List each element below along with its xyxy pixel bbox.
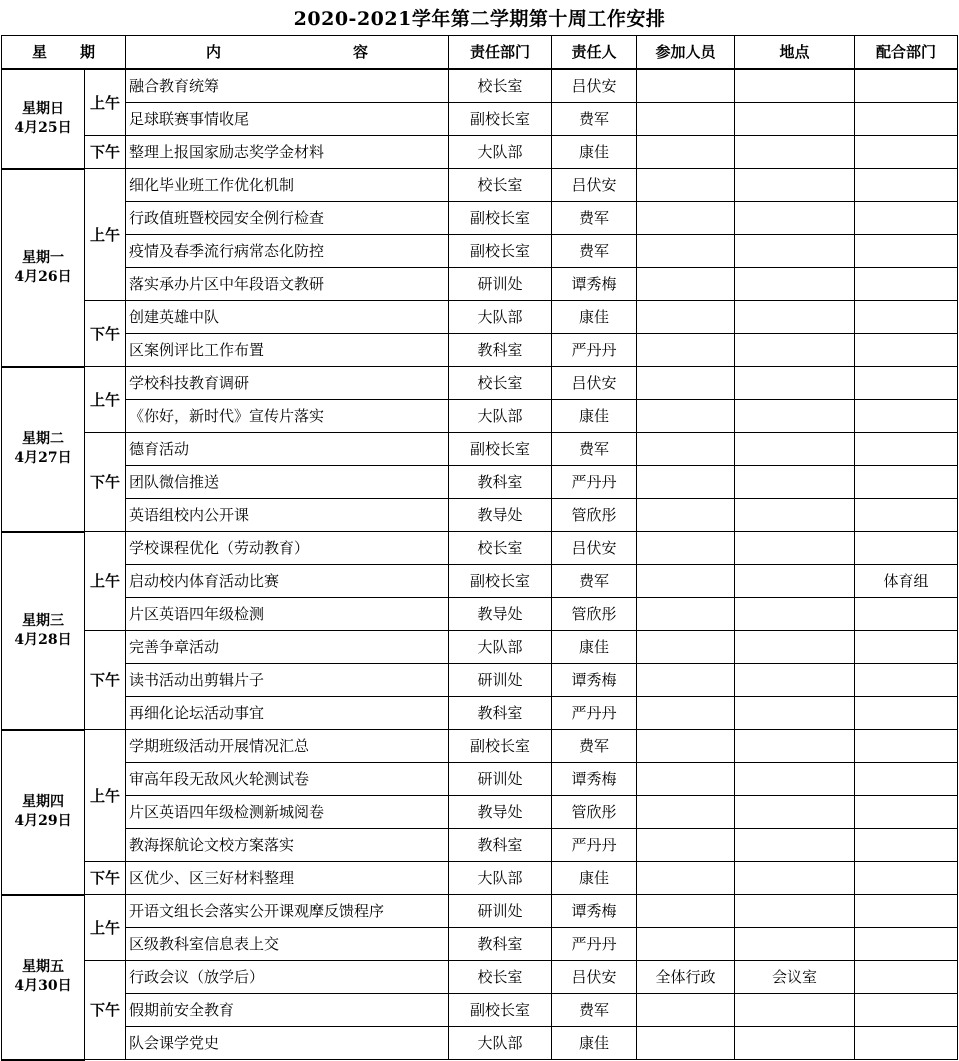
location-cell [735, 598, 855, 631]
location-cell [735, 466, 855, 499]
coop-cell [855, 961, 958, 994]
person-cell: 谭秀梅 [552, 268, 637, 301]
person-cell: 康佳 [552, 862, 637, 895]
table-row [2, 895, 958, 928]
coop-cell [855, 763, 958, 796]
coop-cell [855, 301, 958, 334]
dept-cell: 大队部 [449, 862, 552, 895]
period-cell: 下午 [85, 961, 126, 1060]
person-cell: 严丹丹 [552, 829, 637, 862]
day-cell [2, 730, 85, 895]
table-row [2, 664, 958, 697]
content-cell: 学校科技教育调研 [126, 367, 449, 400]
participants-cell [637, 598, 735, 631]
location-cell [735, 928, 855, 961]
dept-cell: 副校长室 [449, 202, 552, 235]
location-cell [735, 763, 855, 796]
location-cell [735, 532, 855, 565]
day-cell [2, 367, 85, 532]
person-cell: 康佳 [552, 1027, 637, 1060]
table-row [2, 268, 958, 301]
header-week-char-2: 期 [79, 43, 95, 61]
participants-cell [637, 69, 735, 103]
day-label: 星期二 [22, 431, 64, 447]
person-cell: 康佳 [552, 301, 637, 334]
content-cell: 行政值班暨校园安全例行检查 [126, 202, 449, 235]
person-cell: 康佳 [552, 400, 637, 433]
table-row [2, 235, 958, 268]
table-row [2, 202, 958, 235]
table-row [2, 169, 958, 202]
table-row [2, 532, 958, 565]
dept-cell: 副校长室 [449, 433, 552, 466]
dept-cell: 研训处 [449, 268, 552, 301]
content-cell: 教海探航论文校方案落实 [126, 829, 449, 862]
coop-cell [855, 1027, 958, 1060]
location-cell [735, 69, 855, 103]
content-cell: 疫情及春季流行病常态化防控 [126, 235, 449, 268]
period-cell: 下午 [85, 301, 126, 367]
participants-cell [637, 763, 735, 796]
period-cell: 上午 [85, 895, 126, 961]
day-date: 4月29日 [14, 813, 72, 829]
content-cell: 完善争章活动 [126, 631, 449, 664]
location-cell [735, 631, 855, 664]
dept-cell: 教科室 [449, 928, 552, 961]
day-label: 星期三 [22, 612, 64, 629]
header-coop: 配合部门 [855, 36, 958, 70]
coop-cell [855, 598, 958, 631]
coop-cell [855, 136, 958, 169]
content-cell: 团队微信推送 [126, 466, 449, 499]
person-cell: 管欣彤 [552, 598, 637, 631]
coop-cell [855, 103, 958, 136]
person-cell: 吕伏安 [552, 961, 637, 994]
schedule-table [1, 35, 958, 1061]
table-row [2, 994, 958, 1027]
day-cell [2, 895, 85, 1060]
header-week [2, 36, 126, 70]
location-cell [735, 499, 855, 532]
location-cell [735, 136, 855, 169]
table-row [2, 301, 958, 334]
content-cell: 落实承办片区中年段语文教研 [126, 268, 449, 301]
dept-cell: 研训处 [449, 664, 552, 697]
table-row [2, 763, 958, 796]
coop-cell [855, 268, 958, 301]
location-cell [735, 862, 855, 895]
header-week-char-1: 星 [32, 43, 48, 61]
content-cell: 开语文组长会落实公开课观摩反馈程序 [126, 895, 449, 928]
coop-cell [855, 928, 958, 961]
participants-cell [637, 697, 735, 730]
person-cell: 吕伏安 [552, 367, 637, 400]
person-cell: 费军 [552, 994, 637, 1027]
day-date: 4月25日 [14, 119, 72, 136]
participants-cell [637, 631, 735, 664]
table-row [2, 829, 958, 862]
participants-cell [637, 301, 735, 334]
participants-cell [637, 169, 735, 202]
day-date: 4月26日 [14, 268, 72, 285]
coop-cell [855, 69, 958, 103]
participants-cell [637, 895, 735, 928]
coop-cell [855, 796, 958, 829]
period-cell: 上午 [85, 532, 126, 631]
location-cell [735, 697, 855, 730]
content-cell: 融合教育统筹 [126, 69, 449, 103]
participants-cell [637, 466, 735, 499]
participants-cell [637, 103, 735, 136]
content-cell: 行政会议（放学后） [126, 961, 449, 994]
table-row [2, 499, 958, 532]
period-cell: 上午 [85, 367, 126, 433]
dept-cell: 副校长室 [449, 730, 552, 763]
header-dept: 责任部门 [449, 36, 552, 70]
coop-cell [855, 400, 958, 433]
period-cell: 上午 [85, 169, 126, 301]
location-cell [735, 268, 855, 301]
coop-cell [855, 334, 958, 367]
day-cell [2, 169, 85, 367]
dept-cell: 教导处 [449, 499, 552, 532]
coop-cell [855, 169, 958, 202]
person-cell: 管欣彤 [552, 499, 637, 532]
day-label: 星期日 [22, 100, 64, 117]
dept-cell: 校长室 [449, 532, 552, 565]
table-row [2, 565, 958, 598]
dept-cell: 大队部 [449, 301, 552, 334]
content-cell: 英语组校内公开课 [126, 499, 449, 532]
participants-cell [637, 928, 735, 961]
person-cell: 管欣彤 [552, 796, 637, 829]
location-cell [735, 235, 855, 268]
content-cell: 读书活动出剪辑片子 [126, 664, 449, 697]
participants-cell [637, 565, 735, 598]
participants-cell [637, 367, 735, 400]
participants-cell [637, 994, 735, 1027]
day-label: 星期一 [22, 249, 64, 266]
schedule-body [2, 69, 958, 1060]
person-cell: 吕伏安 [552, 532, 637, 565]
coop-cell [855, 829, 958, 862]
table-row [2, 103, 958, 136]
participants-cell [637, 829, 735, 862]
content-cell: 区案例评比工作布置 [126, 334, 449, 367]
coop-cell [855, 631, 958, 664]
location-cell [735, 367, 855, 400]
content-cell: 足球联赛事情收尾 [126, 103, 449, 136]
location-cell [735, 730, 855, 763]
day-date: 4月28日 [14, 631, 72, 648]
content-cell: 德育活动 [126, 433, 449, 466]
table-row [2, 69, 958, 103]
day-label: 星期五 [22, 959, 64, 975]
participants-cell [637, 235, 735, 268]
day-date: 4月27日 [14, 450, 72, 466]
table-row [2, 928, 958, 961]
content-cell: 创建英雄中队 [126, 301, 449, 334]
person-cell: 严丹丹 [552, 466, 637, 499]
dept-cell: 副校长室 [449, 235, 552, 268]
period-cell: 上午 [85, 730, 126, 862]
participants-cell [637, 532, 735, 565]
dept-cell: 教导处 [449, 796, 552, 829]
header-content [126, 36, 449, 70]
participants-cell [637, 433, 735, 466]
person-cell: 谭秀梅 [552, 895, 637, 928]
person-cell: 吕伏安 [552, 169, 637, 202]
person-cell: 费军 [552, 433, 637, 466]
content-cell: 假期前安全教育 [126, 994, 449, 1027]
location-cell [735, 103, 855, 136]
table-row [2, 1027, 958, 1060]
coop-cell [855, 994, 958, 1027]
content-cell: 学校课程优化（劳动教育） [126, 532, 449, 565]
table-row [2, 697, 958, 730]
location-cell [735, 433, 855, 466]
table-row [2, 466, 958, 499]
person-cell: 康佳 [552, 631, 637, 664]
header-location: 地点 [735, 36, 855, 70]
dept-cell: 校长室 [449, 69, 552, 103]
location-cell [735, 994, 855, 1027]
dept-cell: 大队部 [449, 400, 552, 433]
location-cell [735, 202, 855, 235]
coop-cell [855, 466, 958, 499]
dept-cell: 教导处 [449, 598, 552, 631]
person-cell: 费军 [552, 202, 637, 235]
table-row [2, 433, 958, 466]
coop-cell [855, 862, 958, 895]
person-cell: 康佳 [552, 136, 637, 169]
participants-cell: 全体行政 [637, 961, 735, 994]
person-cell: 费军 [552, 235, 637, 268]
dept-cell: 教科室 [449, 829, 552, 862]
dept-cell: 校长室 [449, 961, 552, 994]
dept-cell: 大队部 [449, 136, 552, 169]
coop-cell [855, 499, 958, 532]
person-cell: 严丹丹 [552, 928, 637, 961]
content-cell: 整理上报国家励志奖学金材料 [126, 136, 449, 169]
participants-cell [637, 1027, 735, 1060]
header-person: 责任人 [552, 36, 637, 70]
content-cell: 学期班级活动开展情况汇总 [126, 730, 449, 763]
coop-cell [855, 730, 958, 763]
content-cell: 区级教科室信息表上交 [126, 928, 449, 961]
dept-cell: 副校长室 [449, 994, 552, 1027]
coop-cell [855, 235, 958, 268]
location-cell [735, 664, 855, 697]
table-row [2, 730, 958, 763]
location-cell [735, 334, 855, 367]
table-row [2, 367, 958, 400]
person-cell: 谭秀梅 [552, 664, 637, 697]
coop-cell [855, 895, 958, 928]
dept-cell: 副校长室 [449, 103, 552, 136]
content-cell: 再细化论坛活动事宜 [126, 697, 449, 730]
coop-cell [855, 532, 958, 565]
period-cell: 下午 [85, 862, 126, 895]
period-cell: 上午 [85, 69, 126, 136]
content-cell: 启动校内体育活动比赛 [126, 565, 449, 598]
person-cell: 吕伏安 [552, 69, 637, 103]
day-label: 星期四 [22, 794, 64, 810]
table-row [2, 334, 958, 367]
coop-cell [855, 367, 958, 400]
period-cell: 下午 [85, 433, 126, 532]
dept-cell: 研训处 [449, 895, 552, 928]
dept-cell: 大队部 [449, 631, 552, 664]
person-cell: 费军 [552, 565, 637, 598]
location-cell [735, 829, 855, 862]
coop-cell [855, 664, 958, 697]
day-cell [2, 532, 85, 730]
location-cell [735, 400, 855, 433]
location-cell: 会议室 [735, 961, 855, 994]
dept-cell: 大队部 [449, 1027, 552, 1060]
day-date: 4月30日 [14, 978, 72, 994]
table-row [2, 598, 958, 631]
person-cell: 严丹丹 [552, 334, 637, 367]
location-cell [735, 565, 855, 598]
location-cell [735, 796, 855, 829]
coop-cell [855, 697, 958, 730]
content-cell: 《你好，新时代》宣传片落实 [126, 400, 449, 433]
coop-cell: 体育组 [855, 565, 958, 598]
table-row [2, 136, 958, 169]
location-cell [735, 895, 855, 928]
table-row [2, 796, 958, 829]
participants-cell [637, 796, 735, 829]
person-cell: 费军 [552, 730, 637, 763]
header-participants: 参加人员 [637, 36, 735, 70]
content-cell: 片区英语四年级检测新城阅卷 [126, 796, 449, 829]
location-cell [735, 169, 855, 202]
participants-cell [637, 664, 735, 697]
content-cell: 区优少、区三好材料整理 [126, 862, 449, 895]
participants-cell [637, 334, 735, 367]
participants-cell [637, 730, 735, 763]
table-row [2, 631, 958, 664]
location-cell [735, 301, 855, 334]
location-cell [735, 1027, 855, 1060]
period-cell: 下午 [85, 136, 126, 169]
content-cell: 片区英语四年级检测 [126, 598, 449, 631]
table-row [2, 862, 958, 895]
header-content-char-2: 容 [352, 43, 368, 61]
content-cell: 细化毕业班工作优化机制 [126, 169, 449, 202]
content-cell: 队会课学党史 [126, 1027, 449, 1060]
dept-cell: 教科室 [449, 466, 552, 499]
dept-cell: 副校长室 [449, 565, 552, 598]
dept-cell: 教科室 [449, 697, 552, 730]
header-row [2, 36, 958, 70]
coop-cell [855, 433, 958, 466]
table-row [2, 400, 958, 433]
participants-cell [637, 136, 735, 169]
person-cell: 严丹丹 [552, 697, 637, 730]
header-content-char-1: 内 [206, 43, 222, 61]
dept-cell: 校长室 [449, 367, 552, 400]
coop-cell [855, 202, 958, 235]
participants-cell [637, 862, 735, 895]
participants-cell [637, 499, 735, 532]
participants-cell [637, 202, 735, 235]
person-cell: 谭秀梅 [552, 763, 637, 796]
period-cell: 下午 [85, 631, 126, 730]
day-cell [2, 69, 85, 169]
dept-cell: 校长室 [449, 169, 552, 202]
participants-cell [637, 400, 735, 433]
person-cell: 费军 [552, 103, 637, 136]
page-title: 2020-2021学年第二学期第十周工作安排 [293, 8, 666, 30]
participants-cell [637, 268, 735, 301]
content-cell: 审高年段无敌风火轮测试卷 [126, 763, 449, 796]
dept-cell: 教科室 [449, 334, 552, 367]
table-row [2, 961, 958, 994]
dept-cell: 研训处 [449, 763, 552, 796]
